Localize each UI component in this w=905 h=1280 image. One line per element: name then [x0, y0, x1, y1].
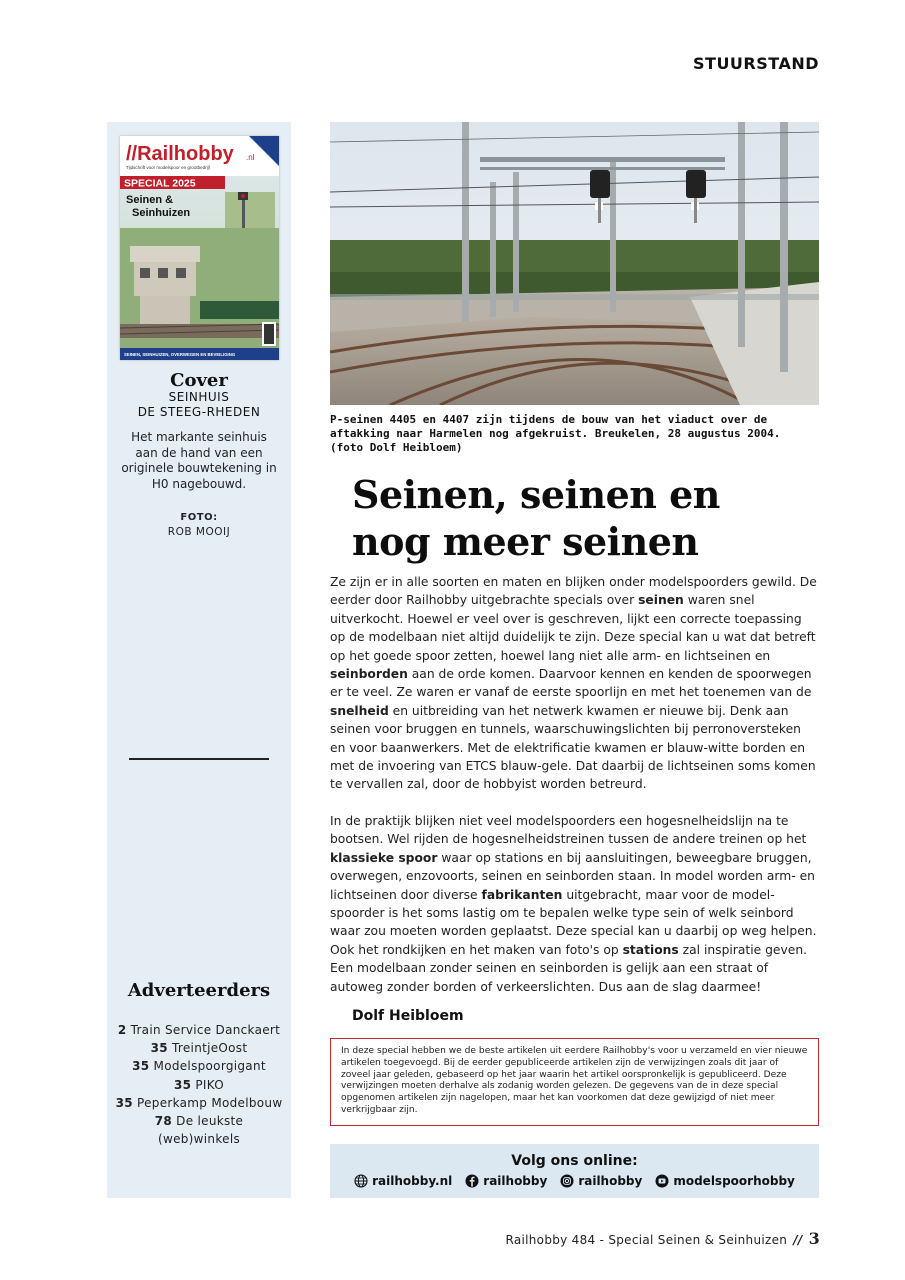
text-run: In de praktijk blijken niet veel modelspoorders een hogesnelheidslijn na te bootsen. Wel rijden de hogesnelheidstreinen tussen de andere treinen op het [330, 813, 807, 847]
emphasis: snelheid [330, 703, 389, 718]
page-footer [420, 1229, 820, 1248]
instagram-link[interactable] [560, 1174, 642, 1188]
cover-logo: //Railhobby [126, 143, 234, 165]
advertiser-name: Modelspoorgigant [149, 1059, 266, 1074]
sidebar-divider [129, 758, 269, 760]
cover-heading: Cover [170, 370, 228, 391]
headline-line-1: Seinen, seinen en [352, 472, 720, 517]
cover-tagline: Tijdschrift voor modelspoor en grootbedrijf [126, 165, 210, 170]
advertiser-entry [112, 1021, 286, 1039]
photo-caption: P-seinen 4405 en 4407 zijn tijdens de bouw van het viaduct over de aftakking naar Harmelen nog afgekruist. Breukelen, 28 augustus 2004. (foto Dolf Heibloem) [330, 413, 781, 455]
paragraph-2 [330, 812, 820, 996]
article-body [330, 573, 820, 1014]
advertiser-page: 35 [115, 1095, 133, 1110]
facebook-icon [465, 1174, 479, 1188]
advertiser-page: 35 [150, 1041, 168, 1056]
follow-title: Volg ons online: [511, 1153, 638, 1169]
text-run: waren snel uitverkocht. Hoewel er veel over is geschreven, lijkt een correcte toepassing op de modelbaan niet altijd duidelijk te zijn. Deze special kan u wat dat betreft op het goede spoor zetten, hoewel lang niet alle arm- en lichtseinen en [330, 593, 816, 663]
globe-icon [354, 1174, 368, 1188]
advertiser-entry [112, 1112, 286, 1148]
emphasis: fabrikanten [481, 887, 563, 902]
advertiser-name: De leukste (web)winkels [157, 1114, 244, 1147]
text-run: Ze zijn er in alle soorten en maten en blijken onder modelspoorders gewild. De eerder door Railhobby uitgebrachte specials over [330, 575, 817, 608]
author-name: Dolf Heibloem [352, 1008, 464, 1024]
article-headline [352, 471, 819, 565]
main-photo [330, 122, 819, 405]
instagram-icon [560, 1174, 574, 1188]
railway-photo [330, 122, 819, 405]
text-run: waar op stations en bij aansluitingen, beweegbare bruggen, overwegen, enzovoorts, seinen en seinborden staan. In model worden arm- en lichtseinen door diverse [330, 850, 815, 902]
advertiser-entry [112, 1094, 286, 1112]
advertiser-entry [112, 1057, 286, 1075]
advertisers-heading: Adverteerders [127, 980, 271, 1001]
emphasis: seinborden [330, 667, 408, 682]
emphasis: seinen [638, 593, 684, 608]
advertiser-page: 78 [154, 1114, 173, 1129]
advertiser-name: TreintjeOost [167, 1041, 248, 1056]
cover-special: SPECIAL 2025 [124, 177, 196, 190]
footer-separator: // [793, 1233, 803, 1247]
advertiser-entry [112, 1076, 286, 1094]
youtube-link-label: modelspoorhobby [673, 1174, 795, 1188]
svg-text:Seinhuizen: Seinhuizen [132, 207, 191, 219]
facebook-link[interactable] [465, 1174, 547, 1188]
website-link-label: railhobby.nl [372, 1174, 453, 1188]
cover-subtitle-line-2: DE STEEG-RHEDEN [137, 405, 261, 419]
footer-text: Railhobby 484 - Special Seinen & Seinhuizen [505, 1233, 788, 1247]
cover-artwork [120, 136, 279, 360]
cover-subtitle-line-1: SEINHUIS [168, 390, 230, 404]
cover-description: Het markante seinhuis aan de hand van een originele bouwtekening in H0 nagebouwd. [121, 430, 277, 491]
youtube-icon [655, 1174, 669, 1188]
advertiser-page: 35 [173, 1077, 192, 1092]
advertiser-page: 35 [132, 1059, 150, 1074]
cover-banner: SEINEN, SEINHUIZEN, OVERWEGEN EN BEVEILIGING [124, 352, 236, 357]
instagram-link-label: railhobby [578, 1174, 643, 1188]
page-number: 3 [808, 1229, 820, 1248]
text-run: zal inspiratie geven. Een modelbaan zonder seinen en seinborden is gelijk aan een straat of autoweg zonder borden of verkeerslichten. Dus aan de slag daarmee! [330, 942, 808, 994]
section-tag: STUURSTAND [693, 54, 819, 73]
foto-label: FOTO: [180, 512, 218, 523]
paragraph-1 [330, 573, 820, 794]
headline-line-2: nog meer seinen [352, 519, 699, 564]
emphasis: stations [622, 942, 679, 957]
text-run: uitgebracht, maar voor de model-spoorder is het soms lastig om te bepalen welke type sein of welk seinbord waar zou moeten worden geplaatst. Deze special kan u daarbij op weg helpen. Ook het rondkijken en het maken van foto's op [330, 887, 817, 957]
cover-subtitle [107, 390, 291, 420]
advertiser-name: PIKO [191, 1077, 225, 1092]
website-link[interactable] [354, 1174, 452, 1188]
cover-image [120, 136, 279, 360]
youtube-link[interactable] [655, 1174, 795, 1188]
advertiser-name: Train Service Danckaert [126, 1023, 281, 1037]
advertiser-page: 2 [117, 1023, 127, 1037]
advertiser-entry [112, 1039, 286, 1057]
foto-credit: ROB MOOIJ [167, 526, 231, 538]
social-links [330, 1174, 819, 1188]
svg-text:Seinen &: Seinen & [126, 194, 174, 206]
advertisers-list [112, 1021, 286, 1148]
text-run: aan de orde komen. Daarvoor kennen en kenden de spoorwegen er te veel. Ze waren er vanaf de eerste spoorlijn en met het toenemen van de [330, 667, 812, 700]
facebook-link-label: railhobby [483, 1174, 548, 1188]
text-run: en uitbreiding van het netwerk kwamen er nieuwe bij. Denk aan seinen voor bruggen en tunnels, waarschuwingslichten bij perronoversteken en voor baanwerkers. Met de elektrificatie kwamen er blauw-witte borden en met de invoering van ETCS blauw-gele. Dat daarbij de lichtseinen soms komen te vervallen zal, door de hobbyist worden betreurd. [330, 703, 816, 792]
notice-box: In deze special hebben we de beste artikelen uit eerdere Railhobby's voor u verzameld en vier nieuwe artikelen toegevoegd. Bij de eerder gepubliceerde artikelen zijn de verwijzingen zoals dit jaar of zoveel jaar geleden, gebaseerd op het jaar waarin het artikel oorspronkelijk is gepubliceerd. Deze verwijzingen moeten derhalve als zodanig worden gelezen. De gegevens van de in deze special opgenomen artikelen zijn nagelopen, maar het kan voorkomen dat deze gewijzigd of niet meer verkrijgbaar zijn. [330, 1038, 819, 1126]
emphasis: klassieke spoor [330, 850, 438, 865]
advertiser-name: Peperkamp Modelbouw [132, 1095, 283, 1110]
cover-logo-suffix: .nl [246, 153, 255, 162]
